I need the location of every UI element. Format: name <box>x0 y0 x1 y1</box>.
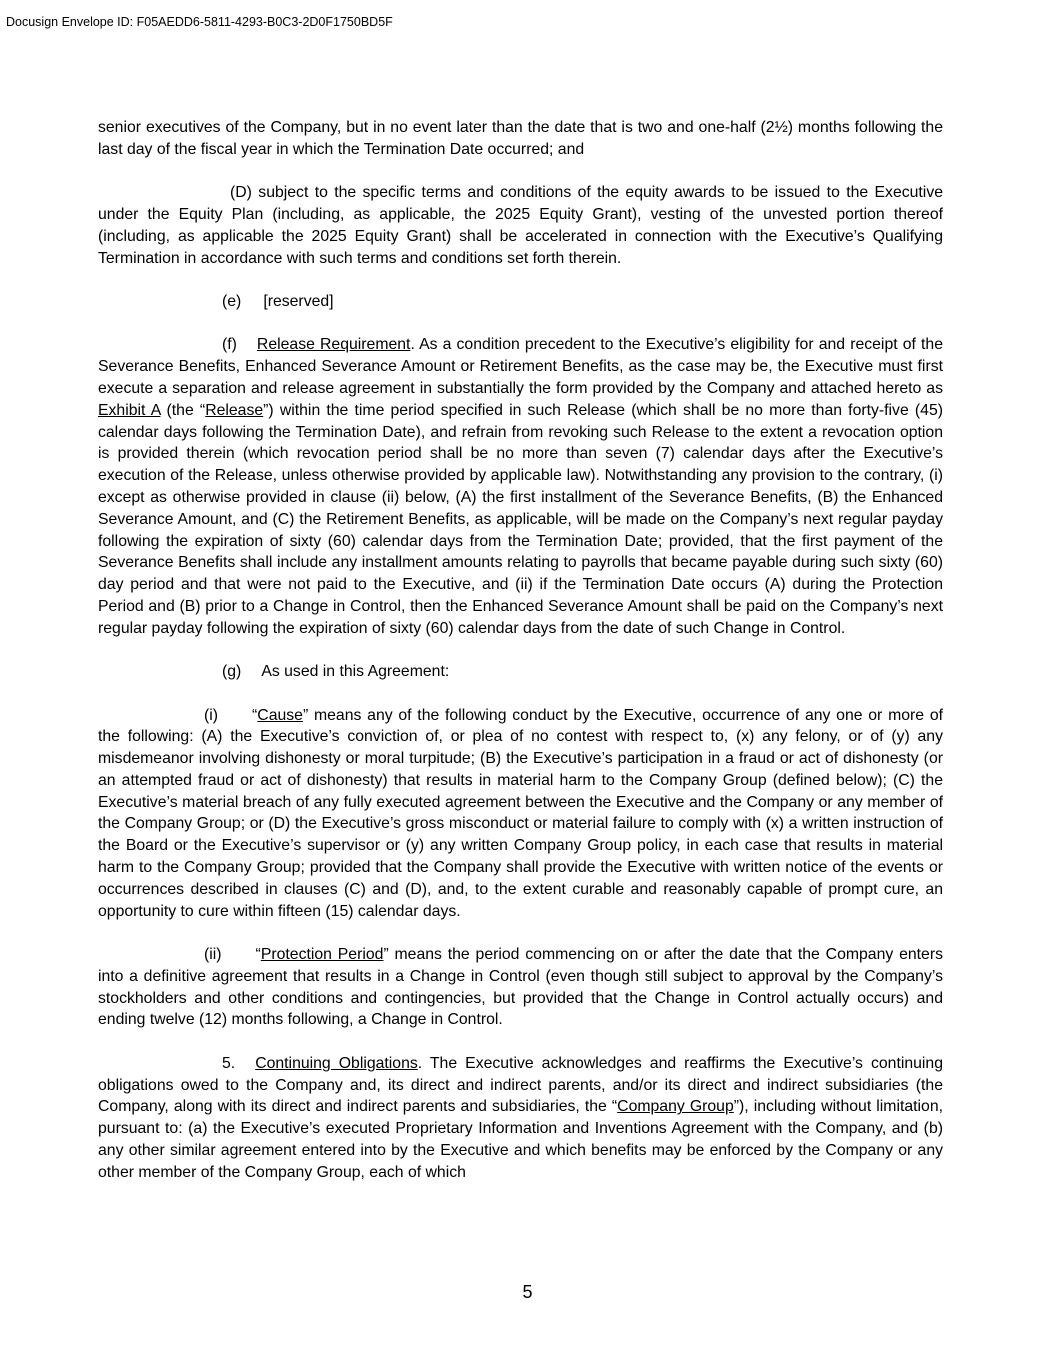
section-5-number: 5. <box>222 1054 236 1072</box>
paragraph-i-text: ” means any of the following conduct by the Executive, occurrence of any one or more of the following: (A) the Executive’s conviction of, or plea of no contest with respect to, (x) any felony, or of (y) any misdemeanor involving dishonesty or moral turpitude; (B) the Executive’s participation in a fraud or act of dishonesty (or an attempted fraud or act of dishonesty) that results in material harm to the Company Group (defined below); (C) the Executive’s material breach of any fully executed agreement between the Executive and the Company or any member of the Company Group; or (D) the Executive’s gross misconduct or material failure to comply with (x) a written instruction of the Board or the Executive’s supervisor or (y) any written Company Group policy, in each case that results in material harm to the Company Group; provided that the Company shall provide the Executive with written notice of the events or occurrences described in clauses (C) and (D), and, to the extent curable and reasonably capable of prompt cure, an opportunity to cure within fifteen (15) calendar days. <box>98 706 943 920</box>
docusign-envelope-id: Docusign Envelope ID: F05AEDD6-5811-4293-B0C3-2D0F1750BD5F <box>6 15 393 29</box>
paragraph-e-text: [reserved] <box>263 292 334 310</box>
paragraph-i-cause <box>98 705 943 923</box>
cause-defined-term: Cause <box>257 706 303 724</box>
paragraph-ii-protection-period <box>98 944 943 1031</box>
release-requirement-heading: Release Requirement <box>256 336 411 354</box>
paragraph-ii-text: ” means the period commencing on or after the date that the Company enters into a definitive agreement that results in a Change in Control (even though still subject to approval by the Company’s stockholders and other conditions and contingencies, but provided that the Change in Control actually occurs) and ending twelve (12) months following, a Change in Control. <box>98 946 944 1029</box>
paragraph-e-number: (e) <box>222 292 242 310</box>
section-5-text-1: . The Executive acknowledges and reaffirms the Executive’s continuing obligations owed to the Company and, its direct and indirect parents, and/or its direct and indirect subsidiaries (the Company, along with its direct and indirect parents and subsidiaries, the “ <box>98 1054 943 1116</box>
paragraph-d-text: subject to the specific terms and conditions of the equity awards to be issued to the Executive under the Equity Plan (including, as applicable, the 2025 Equity Grant), vesting of the unvested portion thereof (including, as applicable the 2025 Equity Grant) shall be accelerated in connection with the Executive’s Qualifying Termination in accordance with such terms and conditions set forth therein. <box>98 184 943 267</box>
release-defined-term: Release <box>205 401 264 419</box>
document-body <box>98 117 943 1205</box>
paragraph-d-number: (D) <box>230 184 252 202</box>
paragraph-continuation-text: senior executives of the Company, but in no event later than the date that is two and one-half (2½) months following the last day of the fiscal year in which the Termination Date occurred; and <box>98 119 943 158</box>
company-group-defined-term: Company Group <box>617 1098 734 1116</box>
paragraph-f-text-1: . As a condition precedent to the Executive’s eligibility for and receipt of the Severance Benefits, Enhanced Severance Amount or Retirement Benefits, as the case may be, the Executive must first execute a separation and release agreement in substantially the form provided by the Company and attached hereto as <box>98 336 943 397</box>
exhibit-a-link: Exhibit A <box>98 401 161 419</box>
section-5-continuing-obligations <box>98 1053 943 1184</box>
section-5-text-2: ”), including without limitation, pursuant to: (a) the Executive’s executed Proprietary Information and Inventions Agreement with the Company, and (b) any other similar agreement entered into by the Executive and which benefits may be enforced by the Company or any other member of the Company Group, each of which <box>98 1098 944 1181</box>
paragraph-d <box>98 182 943 269</box>
paragraph-e <box>98 291 943 313</box>
paragraph-f-number: (f) <box>222 336 237 354</box>
paragraph-continuation <box>98 117 943 161</box>
paragraph-i-number: (i) <box>204 706 219 724</box>
paragraph-ii-number: (ii) <box>204 946 222 964</box>
paragraph-g <box>98 661 943 683</box>
paragraph-f <box>98 334 943 639</box>
paragraph-f-text-3: ”) within the time period specified in such Release (which shall be no more than forty-five (45) calendar days following the Termination Date), and refrain from revoking such Release to the extent a revocation option is provided therein (which revocation period shall be no more than seven (7) calendar days after the Executive’s execution of the Release, unless otherwise provided by applicable law). Notwithstanding any provision to the contrary, (i) except as otherwise provided in clause (ii) below, (A) the first installment of the Severance Benefits, (B) the Enhanced Severance Amount, and (C) the Retirement Benefits, as applicable, will be made on the Company’s next regular payday following the expiration of sixty (60) calendar days from the Termination Date; provided, that the first payment of the Severance Benefits shall include any installment amounts relating to payrolls that became payable during such sixty (60) day period and that were not paid to the Executive, and (ii) if the Termination Date occurs (A) during the Protection Period and (B) prior to a Change in Control, then the Enhanced Severance Amount shall be paid on the Company’s next regular payday following the expiration of sixty (60) calendar days from the date of such Change in Control. <box>98 401 943 637</box>
paragraph-i-open-quote: “ <box>252 706 258 724</box>
paragraph-ii-open-quote: “ <box>255 946 261 964</box>
paragraph-g-text: As used in this Agreement: <box>261 663 450 681</box>
protection-period-defined-term: Protection Period <box>260 946 384 964</box>
continuing-obligations-heading: Continuing Obligations <box>255 1054 418 1072</box>
page-number: 5 <box>522 1282 533 1302</box>
paragraph-g-number: (g) <box>222 663 242 681</box>
paragraph-f-text-2: (the “ <box>160 401 206 419</box>
